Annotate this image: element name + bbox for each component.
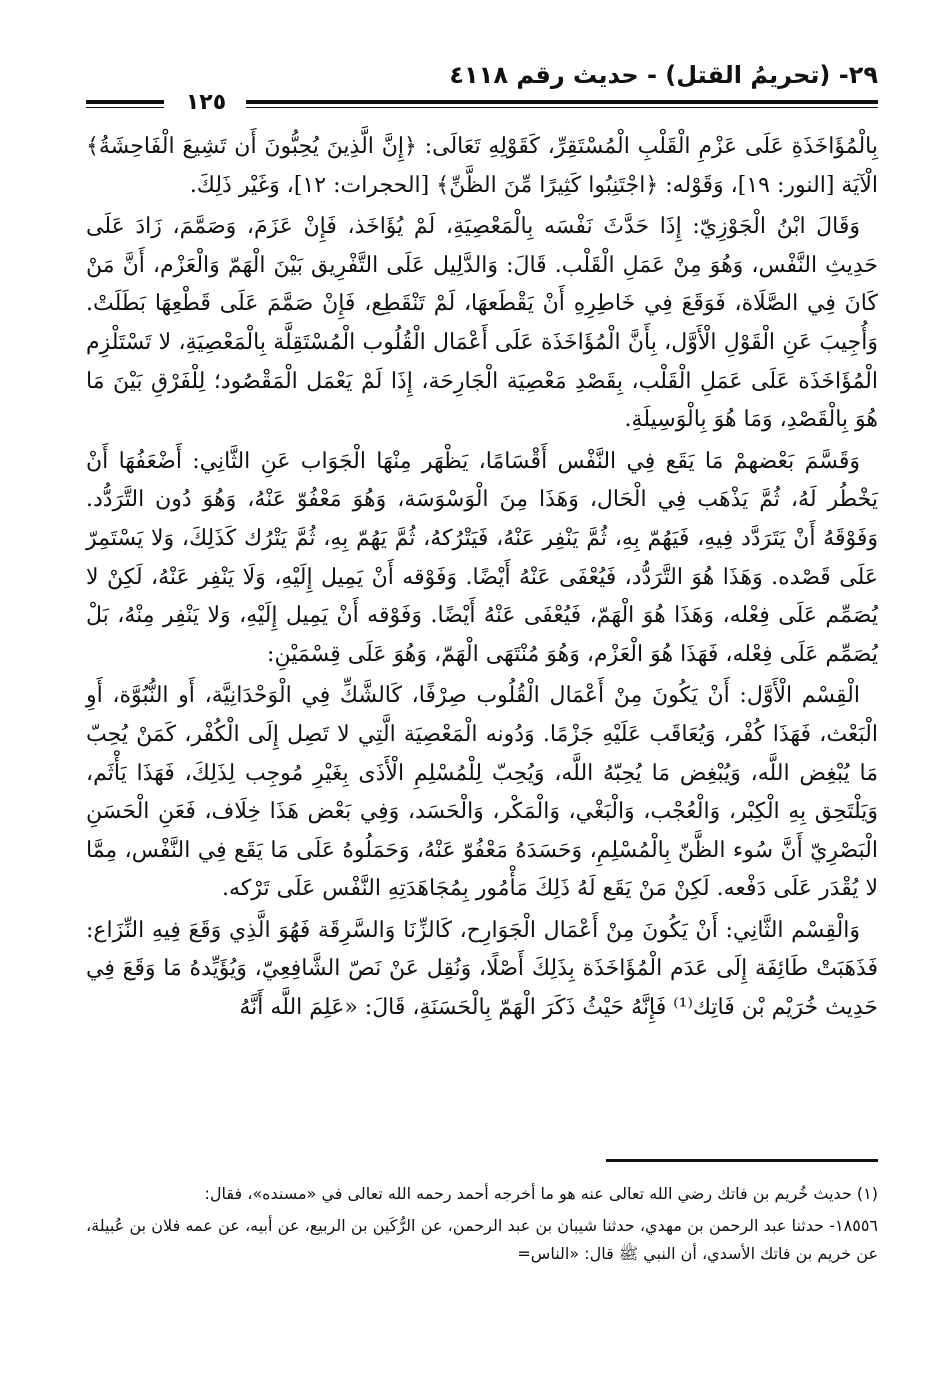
running-head: ٢٩- (تحريمُ القتل) - حديث رقم ٤١١٨ xyxy=(449,61,878,89)
header-rule xyxy=(246,100,878,104)
main-text xyxy=(86,128,878,1028)
footnotes xyxy=(86,1180,878,1268)
page-number: ١٢٥ xyxy=(185,90,227,115)
paragraph: وَقَالَ ابْنُ الْجَوْزِيّ: إِذَا حَدَّثَ نَفْسَه بِالْمَعْصِيَةِ، لَمْ يُؤَاخَذ، فَإِنْ عَزَمَ، وَصَمَّمَ، زَادَ عَلَى حَدِيثِ النَّفْس، وَهُوَ مِنْ عَمَلِ الْقَلْب. قَالَ: وَالدَّلِيل عَلَى التَّفْرِيق بَيْنَ الْهَمّ وَالْعَزْم، أَنَّ مَنْ كَانَ فِي الصَّلَاة، فَوَقَعَ فِي خَاطِرِهِ أَنْ يَقْطَعهَا، لَمْ تَنْقَطِع، فَإِنْ صَمَّمَ عَلَى قَطْعِهَا بَطَلَتْ. وَأُجِيبَ عَنِ الْقَوْلِ الْأَوَّل، بِأَنَّ الْمُؤَاخَذَة عَلَى أَعْمَال الْقُلُوب الْمُسْتَقِلَّة بِالْمَعْصِيَةِ، لا تَسْتَلْزِم الْمُؤَاخَذَة عَلَى عَمَلِ الْقَلْب، بِقَصْدِ مَعْصِيَة الْجَارِحَة، إِذَا لَمْ يَعْمَل الْمَقْصُود؛ لِلْفَرْقِ بَيْنَ مَا هُوَ بِالْقَصْدِ، وَمَا هُوَ بِالْوَسِيلَةِ. xyxy=(86,214,878,433)
page-header xyxy=(86,58,878,118)
paragraph: وَقَسَّمَ بَعْضهمْ مَا يَقَع فِي النَّفْس أَقْسَامًا، يَظْهَر مِنْهَا الْجَوَاب عَنِ الثَّانِي: أَضْعَفُهَا أَنْ يَخْطُر لَهُ، ثُمَّ يَذْهَب فِي الْحَال، وَهَذَا مِنَ الْوَسْوَسَة، وَهُوَ مَعْفُوّ عَنْهُ، وَهُوَ دُون التَّرَدُّد. وَفَوْقَهُ أَنْ يَتَرَدَّد فِيهِ، فَيَهُمّ بِهِ، ثُمَّ يَنْفِر عَنْهُ، فَيَتْرُكهُ، ثُمَّ يَهُمّ بِهِ، ثُمَّ يَتْرُك كَذَلِكَ، وَلا يَسْتَمِرّ عَلَى قَصْده. وَهَذَا هُوَ التَّرَدُّد، فَيُعْفَى عَنْهُ أَيْضًا. وَفَوْقه أَنْ يَمِيل إِلَيْهِ، وَلَا يَنْفِر عَنْهُ، لَكِنْ لا يُصَمِّم عَلَى فِعْله، وَهَذَا هُوَ الْهَمّ، فَيُعْفَى عَنْهُ أَيْضًا. وَفَوْقه أَنْ يَمِيل إِلَيْهِ، وَلا يَنْفِر مِنْهُ، بَلْ يُصَمِّم عَلَى فِعْله، فَهَذَا هُوَ الْعَزْم، وَهُوَ مُنْتَهَى الْهَمّ، وَهُوَ عَلَى قِسْمَيْنِ: xyxy=(86,448,878,667)
footnote: (١) حديث خُريم بن فاتك رضي الله تعالى عنه هو ما أخرجه أحمد رحمه الله تعالى في «مسنده»، فقال: xyxy=(204,1184,878,1203)
paragraph: وَالْقِسْم الثَّانِي: أَنْ يَكُونَ مِنْ أَعْمَال الْجَوَارِح، كَالزِّنَا وَالسَّرِقَة فَهُوَ الَّذِي وَقَعَ فِيهِ النِّزَاع: فَذَهَبَتْ طَائِفَة إِلَى عَدَم الْمُؤَاخَذَة بِذَلِكَ أَصْلًا، وَنُقِل عَنْ نَصّ الشَّافِعِيّ، وَيُؤَيِّدهُ مَا وَقَعَ فِي حَدِيث خُرَيْم بْن فَاتِك⁽¹⁾ فَإِنَّهُ حَيْثُ ذَكَرَ الْهَمّ بِالْحَسَنَةِ، قَالَ: «عَلِمَ اللَّه أَنَّهُ xyxy=(86,917,878,1021)
footnote: ١٨٥٥٦- حدثنا عبد الرحمن بن مهدي، حدثنا شيبان بن عبد الرحمن، عن الرُّكَين بن الربيع، عن أبيه، عن عمه فلان بن عُبيلة، عن خريم بن فاتك الأسدي، أن النبي ﷺ قال: «الناس= xyxy=(86,1216,878,1263)
paragraph: الْقِسْم الْأَوَّل: أَنْ يَكُونَ مِنْ أَعْمَال الْقُلُوب صِرْفًا، كَالشَّكِّ فِي الْوَحْدَانِيَّة، أَو النُّبُوَّة، أَوِ الْبَعْث، فَهَذَا كُفْر، وَيُعَاقَب عَلَيْهِ جَزْمًا. وَدُونه الْمَعْصِيَة الَّتِي لا تَصِل إِلَى الْكُفْر، كَمَنْ يُحِبّ مَا يُبْغِض اللَّه، وَيُبْغِض مَا يُحِبّهُ اللَّه، وَيُحِبّ لِلْمُسْلِمِ الْأَذَى بِغَيْرِ مُوجِب لِذَلِكَ، فَهَذَا يَأْثَم، وَيَلْتَحِق بِهِ الْكِبْر، وَالْعُجْب، وَالْبَغْي، وَالْمَكْر، وَالْحَسَد، وَفِي بَعْض هَذَا خِلَاف، فَعَنِ الْحَسَنِ الْبَصْرِيّ أَنَّ سُوء الظَّنّ بِالْمُسْلِمِ، وَحَسَدَهُ مَعْفُوّ عَنْهُ، وَحَمَلُوهُ عَلَى مَا يَقَع فِي النَّفْس، مِمَّا لا يُقْدَر عَلَى دَفْعه. لَكِنْ مَنْ يَقَع لَهُ ذَلِكَ مَأْمُور بِمُجَاهَدَتِهِ النَّفْس عَلَى تَرْكه. xyxy=(86,683,878,902)
footnote-separator xyxy=(606,1159,878,1162)
header-rule xyxy=(86,107,164,108)
paragraph: بِالْمُؤَاخَذَةِ عَلَى عَزْمِ الْقَلْبِ الْمُسْتَقِرِّ، كَقَوْلِهِ تَعَالَى: ﴿إِنَّ الَّذِينَ يُحِبُّونَ أَن تَشِيعَ الْفَاحِشَةُ﴾ الْآيَة [النور: ١٩]، وَقَوْله: ﴿اجْتَنِبُوا كَثِيرًا مِّنَ الظَّنِّ﴾ [الحجرات: ١٢]، وَغَيْر ذَلِكَ. xyxy=(86,134,878,198)
header-rule xyxy=(246,107,878,108)
header-rule xyxy=(86,100,164,104)
